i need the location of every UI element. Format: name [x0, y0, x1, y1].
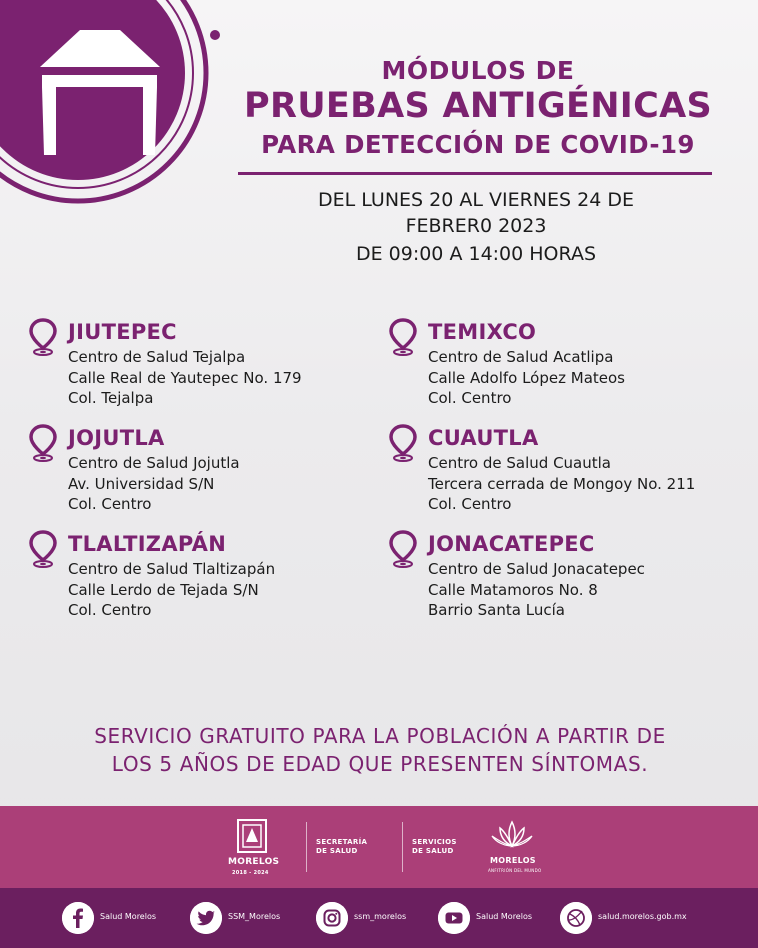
- location-city: TEMIXCO: [428, 320, 537, 344]
- youtube-icon: [438, 902, 470, 934]
- social-label: SSM_Morelos: [228, 912, 281, 921]
- location-city: JONACATEPEC: [428, 532, 595, 556]
- location-colonia: Col. Centro: [68, 495, 152, 513]
- morelos-logo-text: MORELOS: [228, 857, 280, 867]
- location-street: Tercera cerrada de Mongoy No. 211: [428, 475, 696, 493]
- morelos-shield-icon: [236, 818, 268, 854]
- morelos-anfitrion-text: MORELOS: [490, 856, 536, 865]
- morelos-anfitrion-sub: ANFITRIÓN DEL MUNDO: [488, 868, 542, 873]
- tent-icon: [0, 0, 230, 205]
- location-center: Centro de Salud Tlaltizapán: [68, 560, 276, 578]
- schedule-line-1: DEL LUNES 20 AL VIERNES 24 DE: [318, 189, 634, 211]
- map-pin-icon: [388, 424, 418, 462]
- service-line-1: SERVICIO GRATUITO PARA LA POBLACIÓN A PARTIR DE: [94, 724, 666, 748]
- servicios-line-1: SERVICIOS: [412, 838, 457, 846]
- lotus-logo-icon: [490, 818, 534, 854]
- service-line-2: LOS 5 AÑOS DE EDAD QUE PRESENTEN SÍNTOMAS.: [111, 752, 649, 776]
- title-line-1: MÓDULOS DE: [381, 56, 575, 85]
- location-street: Calle Matamoros No. 8: [428, 581, 598, 599]
- location-colonia: Col. Centro: [428, 389, 512, 407]
- location-colonia: Barrio Santa Lucía: [428, 601, 565, 619]
- social-label: Salud Morelos: [476, 912, 533, 921]
- social-label: Salud Morelos: [100, 912, 157, 921]
- location-colonia: Col. Centro: [68, 601, 152, 619]
- instagram-icon: [316, 902, 348, 934]
- location-street: Calle Real de Yautepec No. 179: [68, 369, 302, 387]
- location-center: Centro de Salud Jonacatepec: [428, 560, 645, 578]
- location-street: Calle Lerdo de Tejada S/N: [68, 581, 259, 599]
- schedule-line-2: FEBRER0 2023: [405, 215, 547, 237]
- twitter-icon: [190, 902, 222, 934]
- secretaria-line-1: SECRETARÍA: [316, 838, 368, 846]
- schedule-line-3: DE 09:00 A 14:00 HORAS: [355, 243, 597, 265]
- location-city: JIUTEPEC: [68, 320, 177, 344]
- map-pin-icon: [28, 424, 58, 462]
- location-colonia: Col. Tejalpa: [68, 389, 154, 407]
- title-divider: [238, 172, 712, 175]
- location-street: Calle Adolfo López Mateos: [428, 369, 625, 387]
- location-colonia: Col. Centro: [428, 495, 512, 513]
- secretaria-line-2: DE SALUD: [316, 847, 358, 855]
- institution-logos-band: [0, 806, 758, 888]
- location-center: Centro de Salud Cuautla: [428, 454, 611, 472]
- map-pin-icon: [28, 318, 58, 356]
- location-city: JOJUTLA: [68, 426, 165, 450]
- servicios-line-2: DE SALUD: [412, 847, 454, 855]
- map-pin-icon: [388, 530, 418, 568]
- morelos-logo-years: 2018 - 2024: [232, 870, 269, 876]
- title-line-3: PARA DETECCIÓN DE COVID-19: [261, 130, 695, 159]
- title-line-2: PRUEBAS ANTIGÉNICAS: [244, 86, 712, 126]
- location-center: Centro de Salud Acatlipa: [428, 348, 614, 366]
- logo-divider: [402, 822, 403, 872]
- globe-icon: [560, 902, 592, 934]
- location-center: Centro de Salud Jojutla: [68, 454, 240, 472]
- location-street: Av. Universidad S/N: [68, 475, 215, 493]
- map-pin-icon: [28, 530, 58, 568]
- tent-logo: [0, 0, 230, 205]
- location-center: Centro de Salud Tejalpa: [68, 348, 246, 366]
- logo-divider: [306, 822, 307, 872]
- location-city: CUAUTLA: [428, 426, 539, 450]
- location-city: TLALTIZAPÁN: [68, 532, 227, 556]
- facebook-icon: [62, 902, 94, 934]
- social-label: salud.morelos.gob.mx: [598, 912, 687, 921]
- map-pin-icon: [388, 318, 418, 356]
- social-label: ssm_morelos: [354, 912, 407, 921]
- social-footer: [0, 888, 758, 948]
